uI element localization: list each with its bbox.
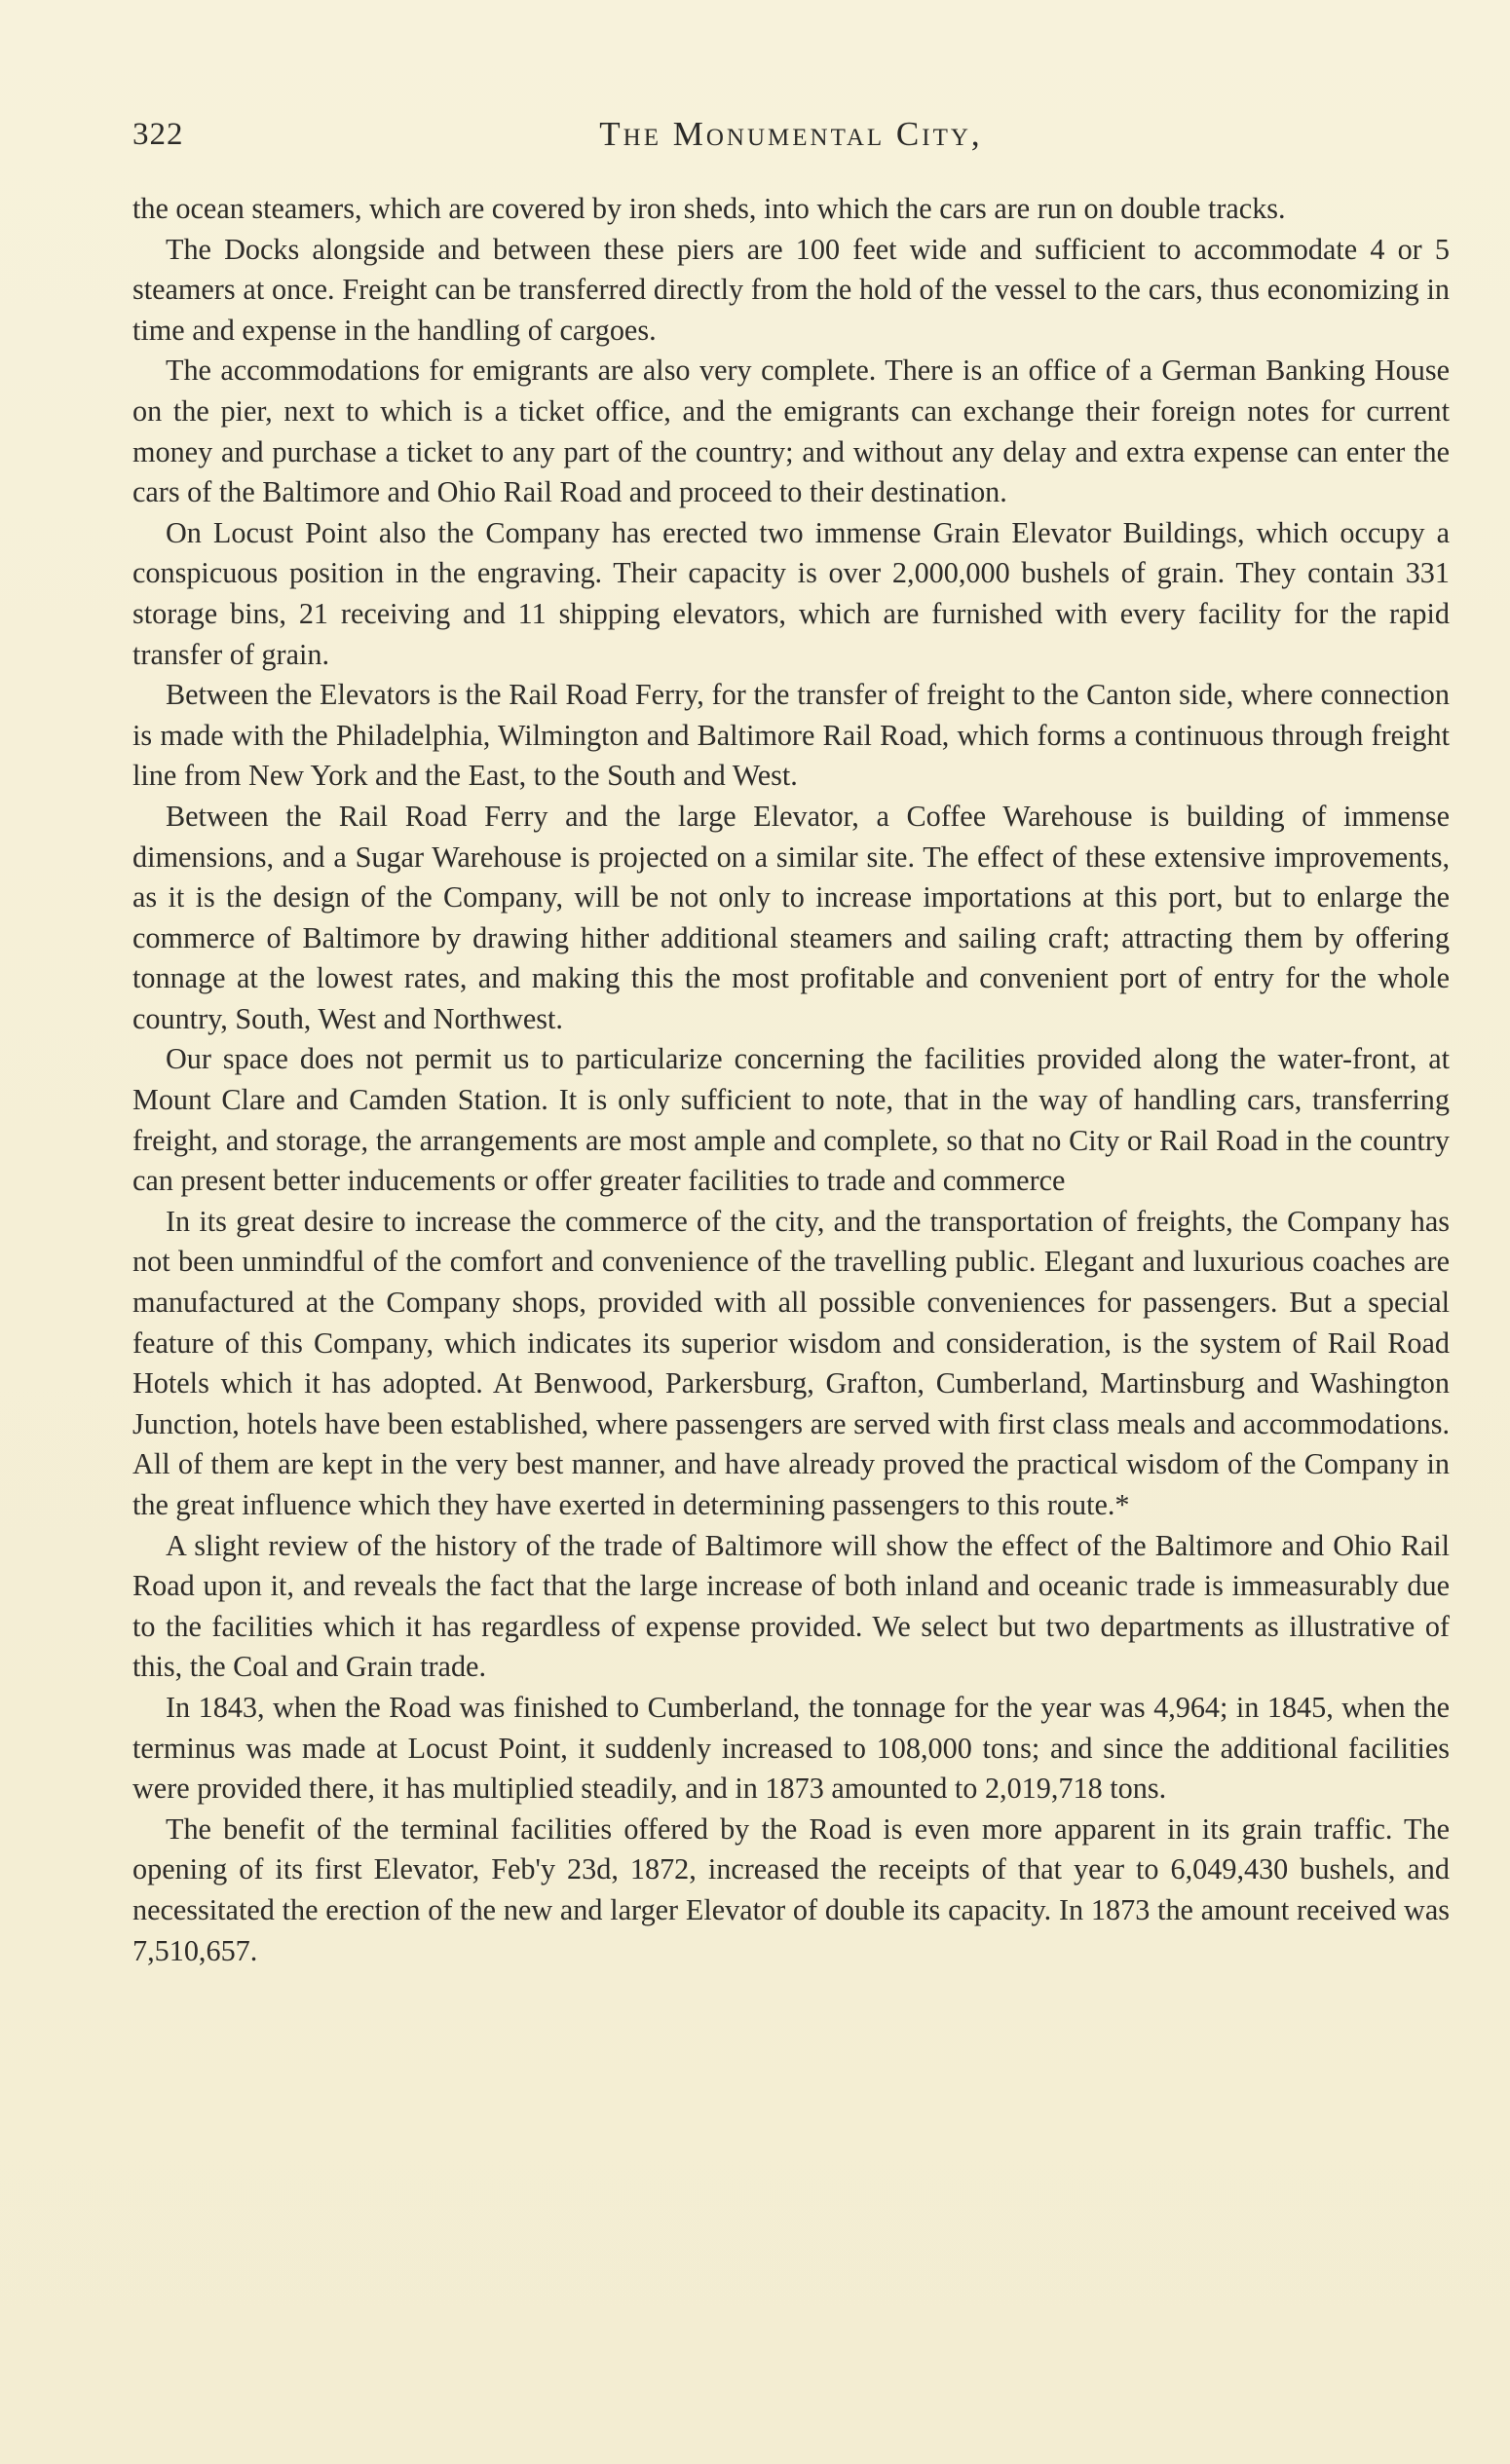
paragraph-1: the ocean steamers, which are covered by iron sheds, into which the cars are run on double tracks.	[132, 192, 1286, 225]
paragraph-10: In 1843, when the Road was finished to Cumberland, the tonnage for the year was 4,964; in 1845, when the terminus was made at Locust Point, it suddenly increased to 108,000 tons; and since the additional facilities were provided there, it has multiplied steadily, and in 1873 amounted to 2,019,718 tons.	[132, 1690, 1450, 1806]
paragraph-8: In its great desire to increase the commerce of the city, and the transportation of freights, the Company has not been unmindful of the comfort and convenience of the travelling public. Elegant and luxurious coaches are manufactured at the Company shops, provided with all possible conveniences for passengers. But a special feature of this Company, which indicates its superior wisdom and consideration, is the system of Rail Road Hotels which it has adopted. At Benwood, Parkersburg, Grafton, Cumberland, Martinsburg and Washington Junction, hotels have been established, where passengers are served with first class meals and accommodations. All of them are kept in the very best manner, and have already proved the practical wisdom of the Company in the great influence which they have exerted in determining passengers to this route.*	[132, 1204, 1450, 1521]
page-number: 322	[132, 117, 184, 152]
paragraph-7: Our space does not permit us to particularize concerning the facilities provided along the water-front, at Mount Clare and Camden Station. It is only sufficient to note, that in the way of handling cars, transferring freight, and storage, the arrangements are most ample and complete, so that no City or Rail Road in the country can present better inducements or offer greater facilities to trade and commerce	[132, 1042, 1450, 1198]
page-header	[132, 109, 1450, 164]
paragraph-11: The benefit of the terminal facilities offered by the Road is even more apparent in its grain traffic. The opening of its first Elevator, Feb'y 23d, 1872, increased the receipts of that year to 6,049,430 bushels, and necessitated the erection of the new and larger Elevator of double its capacity. In 1873 the amount received was 7,510,657.	[132, 1811, 1450, 1967]
paragraph-3: The accommodations for emigrants are also very complete. There is an office of a German Banking House on the pier, next to which is a ticket office, and the emigrants can exchange their foreign notes for current money and purchase a ticket to any part of the country; and without any delay and extra expense can enter the cars of the Baltimore and Ohio Rail Road and proceed to their destination.	[132, 354, 1450, 509]
paragraph-5: Between the Elevators is the Rail Road Ferry, for the transfer of freight to the Canton side, where connection is made with the Philadelphia, Wilmington and Baltimore Rail Road, which forms a continuous through freight line from New York and the East, to the South and West.	[132, 678, 1450, 793]
paragraph-9: A slight review of the history of the trade of Baltimore will show the effect of the Baltimore and Ohio Rail Road upon it, and reveals the fact that the large increase of both inland and oceanic trade is immeasurably due to the facilities which it has regardless of expense provided. We select but two departments as illustrative of this, the Coal and Grain trade.	[132, 1528, 1450, 1684]
running-title: The Monumental City,	[599, 115, 983, 153]
body-text	[132, 189, 1450, 1971]
paragraph-2: The Docks alongside and between these piers are 100 feet wide and sufficient to accommodate 4 or 5 steamers at once. Freight can be transferred directly from the hold of the vessel to the cars, thus economizing in time and expense in the handling of cargoes.	[132, 232, 1450, 347]
paragraph-4: On Locust Point also the Company has erected two immense Grain Elevator Buildings, which occupy a conspicuous position in the engraving. Their capacity is over 2,000,000 bushels of grain. They contain 331 storage bins, 21 receiving and 11 shipping elevators, which are furnished with every facility for the rapid transfer of grain.	[132, 515, 1450, 671]
paragraph-6: Between the Rail Road Ferry and the large Elevator, a Coffee Warehouse is building of immense dimensions, and a Sugar Warehouse is projected on a similar site. The effect of these extensive improvements, as it is the design of the Company, will be not only to increase importations at this port, but to enlarge the commerce of Baltimore by drawing hither additional steamers and sailing craft; attracting them by offering tonnage at the lowest rates, and making this the most profitable and convenient port of entry for the whole country, South, West and Northwest.	[132, 799, 1450, 1035]
